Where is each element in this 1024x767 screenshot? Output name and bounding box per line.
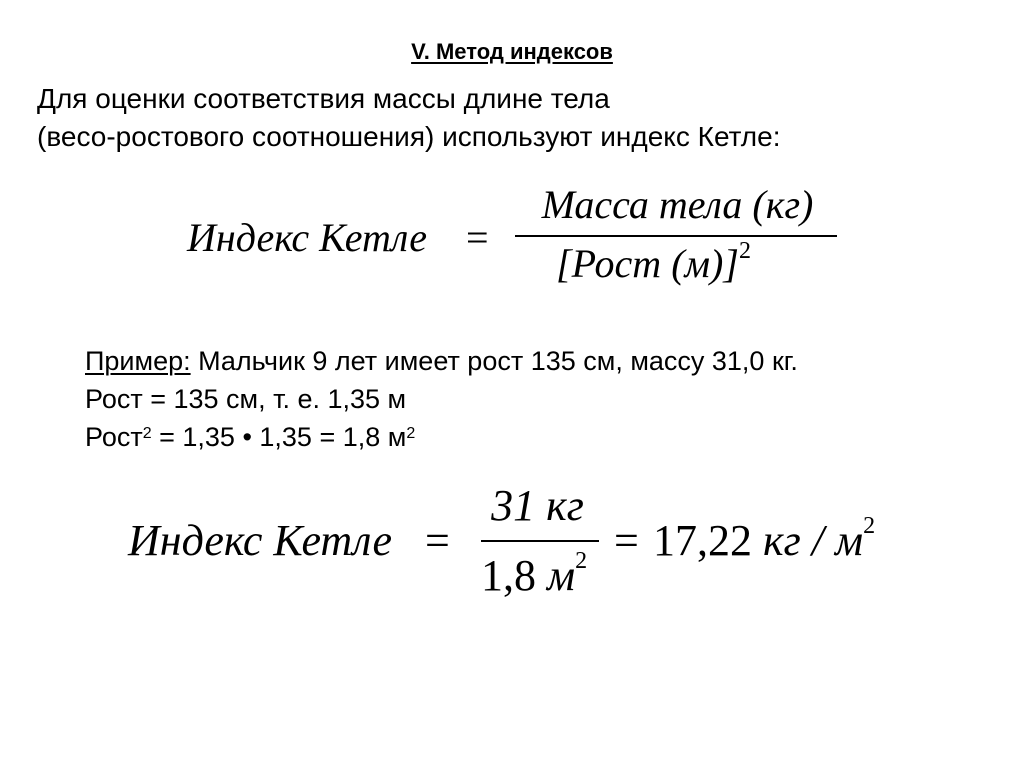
example-line-3-mid: = 1,35 • 1,35 = 1,8 м [151, 422, 407, 452]
exponent: 2 [863, 513, 876, 539]
calculation-denominator [481, 550, 587, 601]
result-value: 17,22 [653, 516, 752, 565]
calculation-result [653, 515, 875, 566]
equals-sign: = [425, 516, 450, 565]
intro-text [37, 80, 781, 156]
example-line-1 [85, 342, 798, 380]
formula-denominator [556, 240, 751, 287]
equals-sign: = [614, 516, 639, 565]
fraction-bar [515, 235, 837, 237]
intro-line-1: Для оценки соответствия массы длине тела [37, 83, 610, 114]
example-line-3-pre: Рост [85, 422, 143, 452]
calculation-numerator: 31 кг [491, 481, 584, 530]
exponent: 2 [575, 548, 588, 574]
result-unit: кг / м [752, 516, 864, 565]
example-line-3 [85, 418, 798, 456]
equals-sign: = [466, 215, 489, 260]
exponent: 2 [738, 238, 751, 264]
denominator-unit: м [536, 551, 576, 600]
intro-line-2: (весо-ростового соотношения) используют индекс Кетле: [37, 121, 781, 152]
exponent: 2 [142, 425, 152, 442]
exponent: 2 [406, 425, 416, 442]
formula-numerator: Масса тела (кг) [541, 182, 814, 227]
slide-title: V. Метод индексов [411, 39, 613, 64]
example-label: Пример: [85, 346, 191, 376]
denominator-text: [Рост (м)] [556, 241, 739, 286]
example-line-1-text: Мальчик 9 лет имеет рост 135 см, массу 31,0 кг. [190, 346, 798, 376]
example-block [85, 342, 798, 456]
example-line-2: Рост = 135 см, т. е. 1,35 м [85, 384, 407, 414]
fraction-bar [481, 540, 599, 542]
formula-label: Индекс Кетле [187, 215, 428, 260]
formula-label: Индекс Кетле [128, 516, 393, 565]
denominator-number: 1,8 [481, 551, 536, 600]
